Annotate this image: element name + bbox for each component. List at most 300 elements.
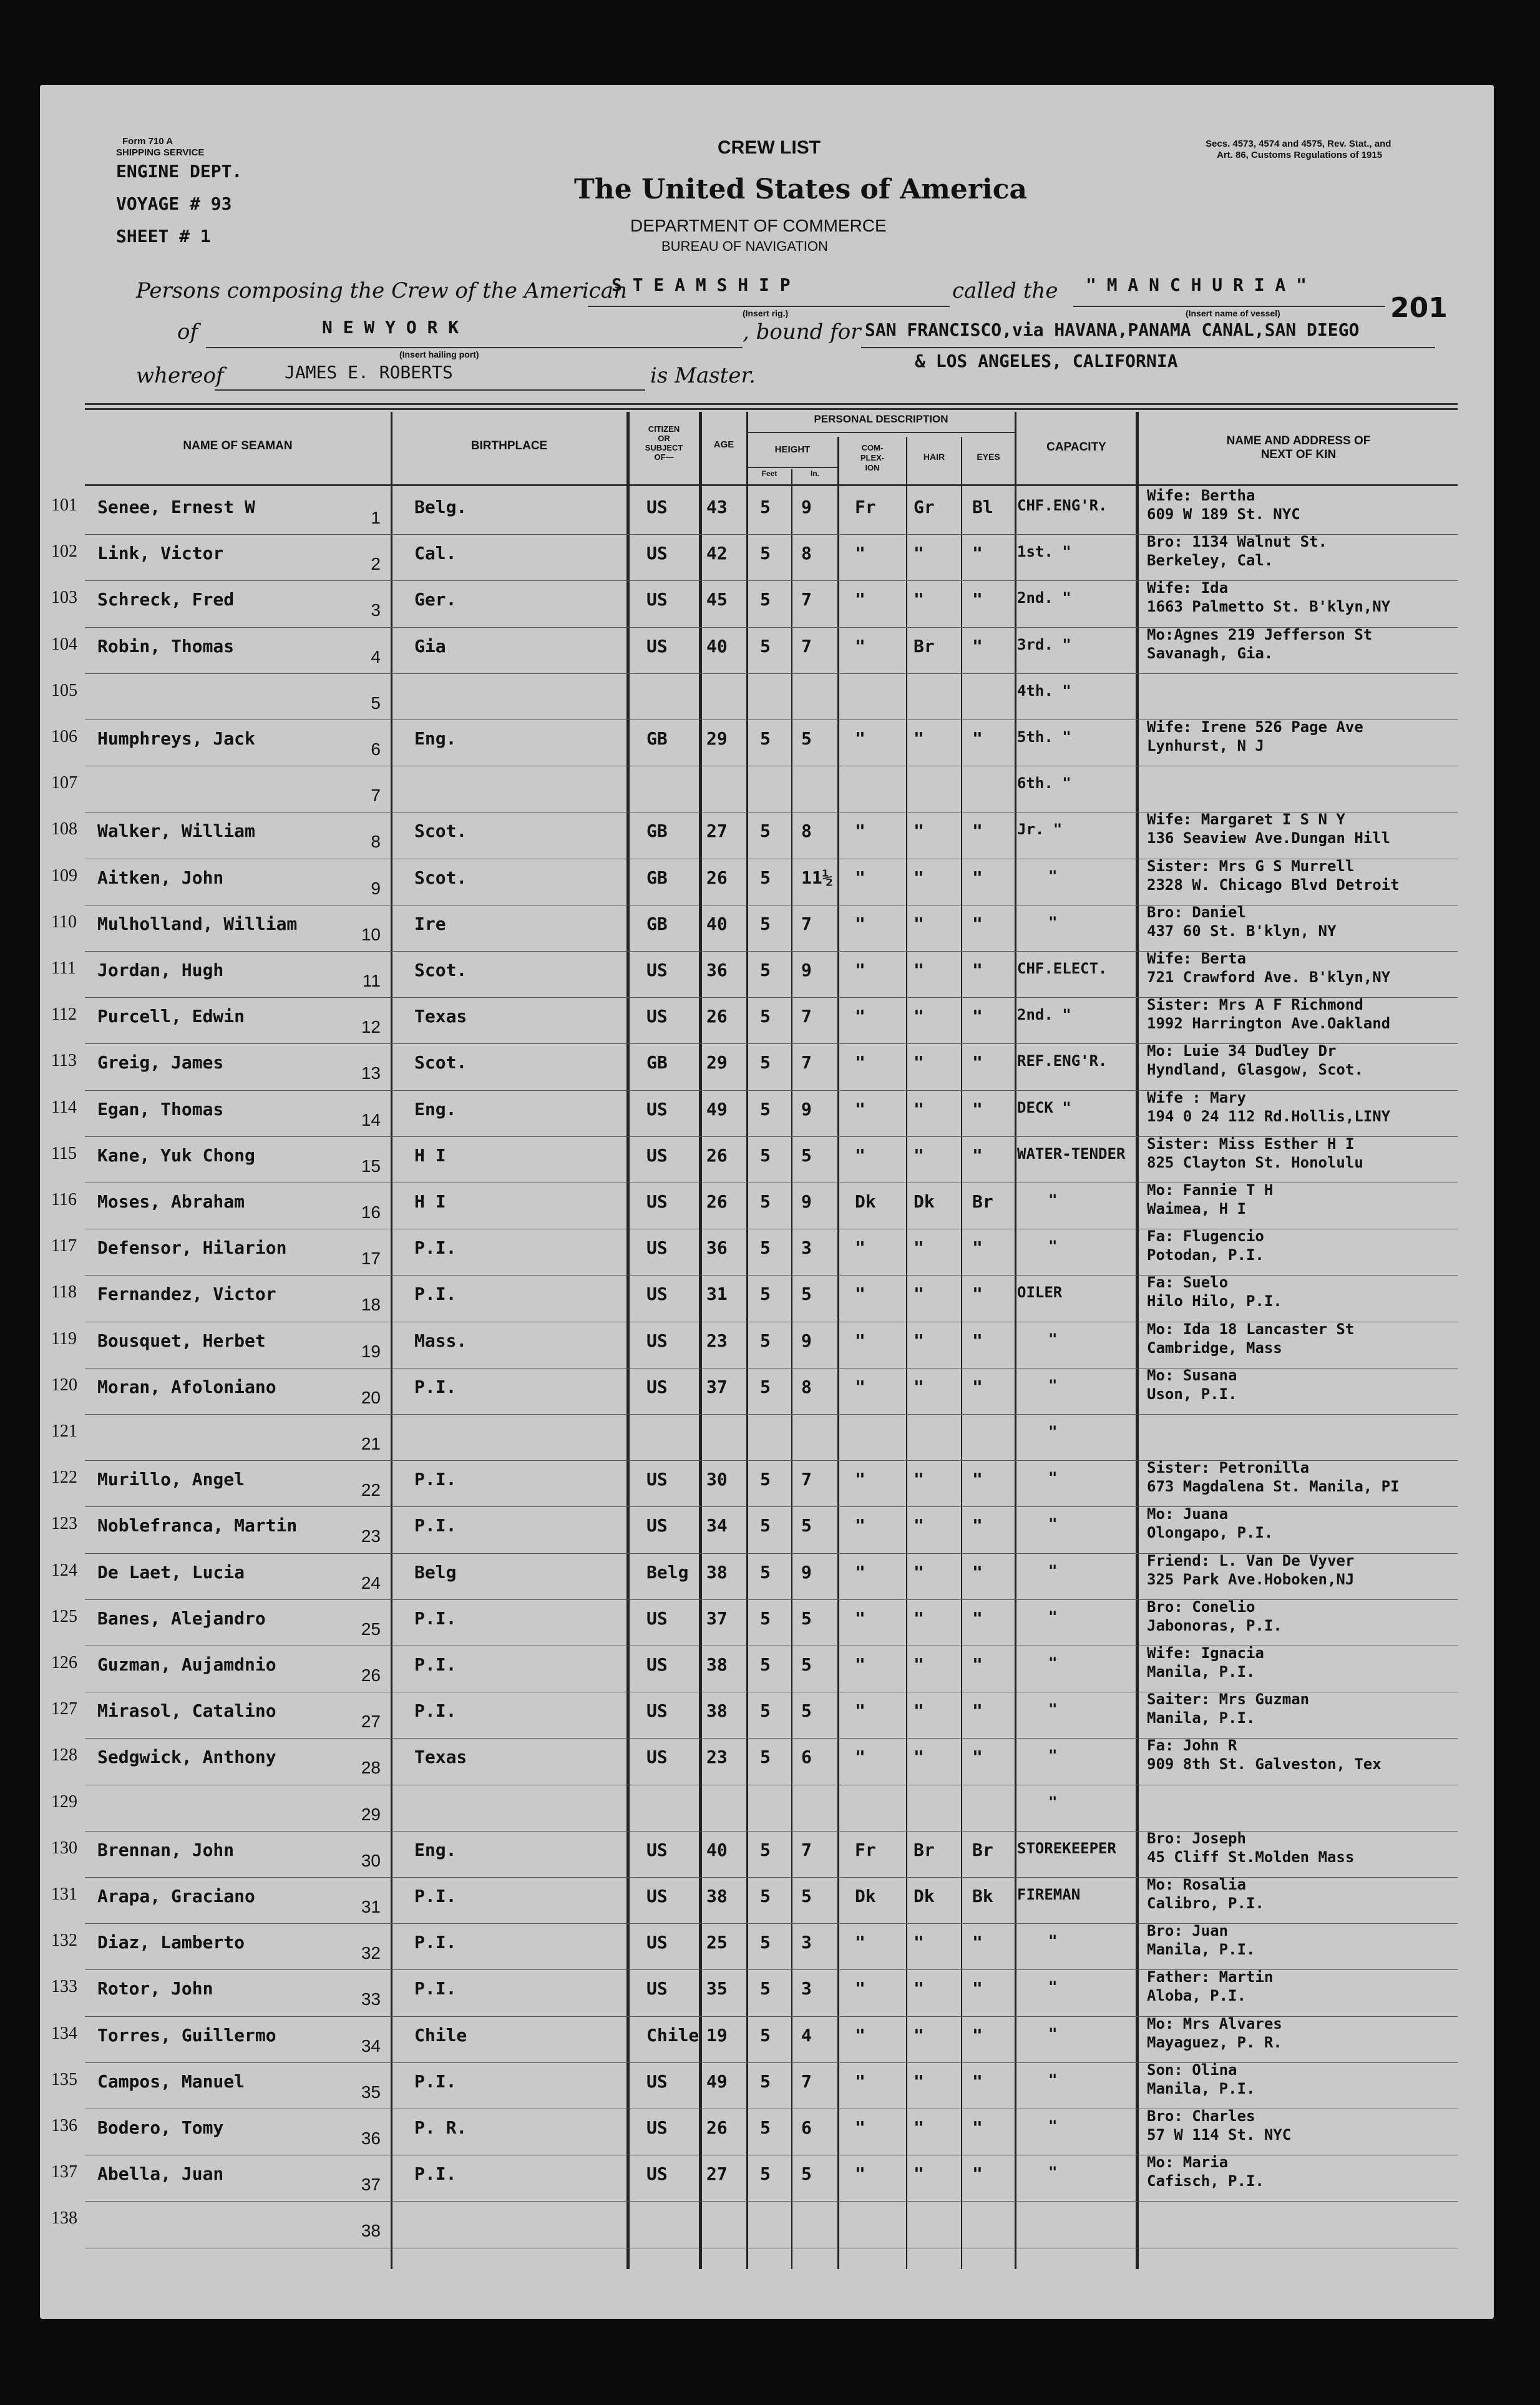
- height-inches: 7: [801, 1006, 812, 1027]
- citizenship: US: [646, 589, 668, 610]
- seaman-name: Guzman, Aujamdnio: [97, 1654, 276, 1675]
- row-ref-number: 111: [51, 959, 76, 978]
- capacity: ": [1048, 1932, 1058, 1950]
- hair: ": [914, 1932, 924, 1953]
- capacity: ": [1048, 1237, 1058, 1256]
- next-of-kin-name: Sister: Petronilla: [1147, 1459, 1310, 1477]
- citizenship: US: [646, 2164, 668, 2185]
- line-number: 11: [362, 971, 381, 990]
- next-of-kin-name: Fa: Suelo: [1147, 1274, 1229, 1292]
- next-of-kin-address: Jabonoras, P.I.: [1147, 1616, 1282, 1634]
- next-of-kin-address: Lynhurst, N J: [1147, 737, 1264, 754]
- line-number: 13: [361, 1063, 381, 1083]
- height-feet: 5: [760, 1284, 771, 1305]
- row-ref-number: 133: [51, 1977, 77, 1997]
- hair: ": [914, 821, 924, 842]
- eyes: ": [972, 1144, 983, 1166]
- seaman-name: Purcell, Edwin: [97, 1006, 245, 1027]
- seaman-name: Arapa, Graciano: [97, 1886, 255, 1906]
- complexion: ": [855, 867, 865, 888]
- age: 40: [706, 1839, 728, 1860]
- capacity: ": [1048, 1376, 1058, 1394]
- hair: ": [914, 2117, 924, 2138]
- height-feet: 5: [760, 1330, 771, 1351]
- hair: Dk: [914, 1886, 935, 1906]
- height-feet: 5: [760, 635, 771, 656]
- complexion: ": [855, 1098, 865, 1120]
- voyage-label: VOYAGE # 93: [116, 193, 232, 214]
- called-label: called the: [952, 278, 1058, 303]
- department-label: DEPARTMENT OF COMMERCE: [630, 216, 887, 235]
- capacity: ": [1048, 1793, 1058, 1811]
- header-eyes: EYES: [977, 452, 1000, 462]
- next-of-kin-address: Waimea, H I: [1147, 1200, 1246, 1217]
- birthplace: Cal.: [414, 543, 457, 564]
- row-ref-number: 122: [51, 1468, 77, 1488]
- next-of-kin-address: 909 8th St. Galveston, Tex: [1147, 1755, 1382, 1773]
- next-of-kin-name: Mo: Rosalia: [1147, 1876, 1246, 1893]
- row-ref-number: 114: [51, 1097, 77, 1117]
- capacity: ": [1048, 867, 1058, 885]
- next-of-kin-name: Wife: Ida: [1147, 579, 1229, 597]
- header-capacity: CAPACITY: [1046, 441, 1106, 454]
- height-feet: 5: [760, 821, 771, 842]
- persons-label: Persons composing the Crew of the American: [136, 278, 627, 303]
- seaman-name: Sedgwick, Anthony: [97, 1747, 276, 1768]
- row-ref-number: 130: [51, 1838, 77, 1858]
- eyes: ": [972, 1006, 983, 1027]
- birthplace: P.I.: [414, 1978, 457, 1999]
- next-of-kin-address: Hyndland, Glasgow, Scot.: [1147, 1061, 1363, 1079]
- seaman-name: Diaz, Lamberto: [97, 1932, 245, 1953]
- height-inches: 6: [801, 2117, 812, 2138]
- hair: ": [914, 1561, 924, 1583]
- line-number: 24: [361, 1573, 381, 1593]
- next-of-kin-name: Bro: Conelio: [1147, 1598, 1255, 1616]
- next-of-kin-address: 57 W 114 St. NYC: [1147, 2126, 1292, 2144]
- next-of-kin-name: Mo: Fannie T H: [1147, 1181, 1274, 1199]
- next-of-kin-address: 194 0 24 112 Rd.Hollis,LINY: [1147, 1107, 1391, 1125]
- line-number: 10: [361, 924, 381, 944]
- master-label: is Master.: [650, 363, 756, 388]
- citizenship: US: [646, 1700, 668, 1722]
- next-of-kin-name: Wife: Margaret I S N Y: [1147, 811, 1345, 829]
- line-number: 12: [361, 1017, 381, 1037]
- row-ref-number: 113: [51, 1051, 77, 1071]
- line-number: 29: [361, 1804, 381, 1824]
- height-inches: 5: [801, 1515, 812, 1536]
- master-name: JAMES E. ROBERTS: [285, 362, 453, 383]
- whereof-label: whereof: [136, 363, 224, 388]
- next-of-kin-name: Father: Martin: [1147, 1968, 1274, 1986]
- eyes: ": [972, 2164, 983, 2185]
- height-feet: 5: [760, 2024, 771, 2046]
- next-of-kin-address: Cambridge, Mass: [1147, 1339, 1282, 1357]
- row-ref-number: 132: [51, 1931, 77, 1951]
- complexion: ": [855, 589, 865, 610]
- eyes: ": [972, 1747, 983, 1768]
- seaman-name: Bodero, Tomy: [97, 2117, 224, 2138]
- capacity: ": [1048, 1191, 1058, 1209]
- height-inches: 7: [801, 913, 812, 934]
- document-title: The United States of America: [574, 173, 1028, 205]
- height-feet: 5: [760, 913, 771, 934]
- next-of-kin-address: Manila, P.I.: [1147, 1663, 1255, 1681]
- height-inches: 7: [801, 1469, 812, 1490]
- row-ref-number: 118: [51, 1282, 77, 1302]
- header-complexion: COM- PLEX- ION: [860, 443, 885, 472]
- seaman-name: Murillo, Angel: [97, 1469, 245, 1490]
- row-ref-number: 138: [51, 2208, 77, 2228]
- eyes: ": [972, 1376, 983, 1397]
- sheet-label: SHEET # 1: [116, 226, 211, 246]
- height-inches: 4: [801, 2024, 812, 2046]
- line-number: 18: [361, 1295, 381, 1315]
- rig-hint: (Insert rig.): [743, 308, 789, 318]
- birthplace: Mass.: [414, 1330, 467, 1351]
- birthplace: P.I.: [414, 1886, 457, 1906]
- height-feet: 5: [760, 728, 771, 749]
- height-feet: 5: [760, 589, 771, 610]
- age: 38: [706, 1561, 728, 1583]
- citizenship: GB: [646, 1052, 668, 1073]
- birthplace: P.I.: [414, 1376, 457, 1397]
- height-inches: 9: [801, 960, 812, 980]
- dept-label: ENGINE DEPT.: [116, 161, 243, 182]
- port-hint: (Insert hailing port): [399, 349, 479, 359]
- height-inches: 5: [801, 1607, 812, 1629]
- line-number: 25: [361, 1619, 381, 1639]
- birthplace: Scot.: [414, 1052, 467, 1073]
- age: 23: [706, 1330, 728, 1351]
- complexion: ": [855, 1330, 865, 1351]
- line-number: 21: [361, 1434, 381, 1453]
- row-ref-number: 102: [51, 542, 77, 562]
- capacity: ": [1048, 1561, 1058, 1579]
- row-ref-number: 101: [51, 495, 77, 515]
- seaman-name: Bousquet, Herbet: [97, 1330, 266, 1351]
- complexion: ": [855, 1052, 865, 1073]
- height-inches: 3: [801, 1237, 812, 1259]
- capacity: REF.ENG'R.: [1017, 1052, 1108, 1070]
- height-inches: 5: [801, 1284, 812, 1305]
- capacity: ": [1048, 2164, 1058, 2182]
- citizenship: US: [646, 1006, 668, 1027]
- complexion: ": [855, 543, 865, 564]
- vessel-name-hint: (Insert name of vessel): [1186, 308, 1280, 318]
- capacity: ": [1048, 1654, 1058, 1672]
- row-ref-number: 126: [51, 1653, 77, 1672]
- eyes: ": [972, 2024, 983, 2046]
- next-of-kin-name: Fa: John R: [1147, 1737, 1237, 1755]
- complexion: ": [855, 1144, 865, 1166]
- citizenship: US: [646, 1469, 668, 1490]
- hair: ": [914, 913, 924, 934]
- eyes: ": [972, 1469, 983, 1490]
- age: 37: [706, 1376, 728, 1397]
- eyes: ": [972, 1098, 983, 1120]
- height-inches: 3: [801, 1978, 812, 1999]
- complexion: Dk: [855, 1886, 876, 1906]
- line-number: 22: [361, 1480, 381, 1500]
- next-of-kin-name: Bro: 1134 Walnut St.: [1147, 533, 1327, 551]
- citizenship: US: [646, 1886, 668, 1906]
- complexion: ": [855, 913, 865, 934]
- eyes: ": [972, 1700, 983, 1722]
- height-inches: 5: [801, 1654, 812, 1675]
- capacity: 6th. ": [1017, 774, 1071, 793]
- row-divider: [85, 1923, 1458, 1924]
- next-of-kin-address: 45 Cliff St.Molden Mass: [1147, 1848, 1355, 1866]
- next-of-kin-address: Calibro, P.I.: [1147, 1895, 1264, 1912]
- citizenship: GB: [646, 821, 668, 842]
- citizenship: GB: [646, 728, 668, 749]
- capacity: ": [1048, 1607, 1058, 1626]
- birthplace: P.I.: [414, 1700, 457, 1722]
- line-number: 26: [361, 1666, 381, 1685]
- bound-destination-2: & LOS ANGELES, CALIFORNIA: [915, 351, 1178, 371]
- next-of-kin-address: Savanagh, Gia.: [1147, 644, 1274, 662]
- height-inches: 7: [801, 589, 812, 610]
- complexion: ": [855, 635, 865, 656]
- height-feet: 5: [760, 543, 771, 564]
- row-ref-number: 117: [51, 1236, 77, 1256]
- row-ref-number: 120: [51, 1375, 77, 1395]
- statute-reference-1: Secs. 4573, 4574 and 4575, Rev. Stat., and: [1206, 139, 1391, 149]
- next-of-kin-name: Wife : Mary: [1147, 1088, 1246, 1106]
- complexion: ": [855, 2117, 865, 2138]
- age: 26: [706, 2117, 728, 2138]
- eyes: ": [972, 1561, 983, 1583]
- age: 25: [706, 1932, 728, 1953]
- next-of-kin-address: Potodan, P.I.: [1147, 1246, 1264, 1264]
- hair: ": [914, 1469, 924, 1490]
- birthplace: P.I.: [414, 1607, 457, 1629]
- header-feet: Feet: [761, 469, 777, 478]
- birthplace: P.I.: [414, 2164, 457, 2185]
- height-inches: 6: [801, 1747, 812, 1768]
- height-feet: 5: [760, 2117, 771, 2138]
- capacity: ": [1048, 2117, 1058, 2135]
- capacity: OILER: [1017, 1284, 1063, 1302]
- eyes: ": [972, 1237, 983, 1259]
- citizenship: US: [646, 1515, 668, 1536]
- capacity: ": [1048, 2024, 1058, 2042]
- capacity: ": [1048, 1423, 1058, 1440]
- row-divider: [85, 580, 1458, 581]
- line-number: 23: [361, 1526, 381, 1546]
- next-of-kin-name: Mo: Juana: [1147, 1505, 1229, 1523]
- next-of-kin-name: Bro: Juan: [1147, 1922, 1229, 1940]
- complexion: ": [855, 1978, 865, 1999]
- seaman-name: Campos, Manuel: [97, 2071, 245, 2092]
- next-of-kin-address: Aloba, P.I.: [1147, 1987, 1246, 2005]
- age: 26: [706, 1006, 728, 1027]
- seaman-name: Senee, Ernest W: [97, 497, 255, 517]
- birthplace: P.I.: [414, 1932, 457, 1953]
- birthplace: P.I.: [414, 1654, 457, 1675]
- next-of-kin-name: Wife: Bertha: [1147, 487, 1255, 504]
- eyes: Bk: [972, 1886, 993, 1906]
- hair: Gr: [914, 497, 935, 517]
- next-of-kin-address: Mayaguez, P. R.: [1147, 2033, 1282, 2051]
- capacity: 4th. ": [1017, 681, 1071, 700]
- capacity: ": [1048, 1515, 1058, 1533]
- height-feet: 5: [760, 497, 771, 517]
- seaman-name: Egan, Thomas: [97, 1098, 224, 1120]
- eyes: ": [972, 1607, 983, 1629]
- height-inches: 9: [801, 497, 812, 517]
- row-ref-number: 131: [51, 1885, 77, 1904]
- hair: ": [914, 1006, 924, 1027]
- next-of-kin-address: 825 Clayton St. Honolulu: [1147, 1153, 1363, 1171]
- eyes: Bl: [972, 497, 993, 517]
- height-inches: 5: [801, 1886, 812, 1906]
- citizenship: GB: [646, 867, 668, 888]
- next-of-kin-name: Saiter: Mrs Guzman: [1147, 1690, 1310, 1709]
- height-inches: 3: [801, 1932, 812, 1953]
- next-of-kin-name: Friend: L. Van De Vyver: [1147, 1551, 1355, 1569]
- height-inches: 8: [801, 1376, 812, 1397]
- eyes: Br: [972, 1191, 993, 1212]
- eyes: ": [972, 913, 983, 934]
- seaman-name: Walker, William: [97, 821, 255, 842]
- next-of-kin-name: Son: Olina: [1147, 2061, 1237, 2079]
- complexion: ": [855, 1747, 865, 1768]
- eyes: ": [972, 1052, 983, 1073]
- next-of-kin-address: Olongapo, P.I.: [1147, 1524, 1274, 1542]
- seaman-name: Aitken, John: [97, 867, 224, 888]
- height-feet: 5: [760, 1747, 771, 1768]
- citizenship: US: [646, 497, 668, 517]
- bureau-label: BUREAU OF NAVIGATION: [661, 238, 828, 254]
- age: 27: [706, 821, 728, 842]
- row-ref-number: 108: [51, 819, 77, 839]
- row-ref-number: 135: [51, 2069, 77, 2089]
- age: 26: [706, 1191, 728, 1212]
- complexion: ": [855, 1561, 865, 1583]
- eyes: ": [972, 867, 983, 888]
- vessel-name: " M A N C H U R I A ": [1086, 275, 1307, 295]
- height-inches: 5: [801, 2164, 812, 2185]
- next-of-kin-address: Manila, P.I.: [1147, 1941, 1255, 1959]
- seaman-name: Torres, Guillermo: [97, 2024, 276, 2046]
- age: 36: [706, 960, 728, 980]
- age: 38: [706, 1654, 728, 1675]
- hair: ": [914, 1330, 924, 1351]
- capacity: ": [1048, 1747, 1058, 1765]
- citizenship: US: [646, 1747, 668, 1768]
- row-ref-number: 127: [51, 1699, 77, 1719]
- hair: ": [914, 1098, 924, 1120]
- header-inches: In.: [811, 469, 819, 478]
- line-number: 19: [361, 1341, 381, 1361]
- age: 40: [706, 913, 728, 934]
- birthplace: Chile: [414, 2024, 467, 2046]
- age: 30: [706, 1469, 728, 1490]
- header-next-of-kin: NAME AND ADDRESS OF NEXT OF KIN: [1226, 434, 1371, 461]
- complexion: ": [855, 821, 865, 842]
- next-of-kin-name: Bro: Daniel: [1147, 903, 1246, 921]
- age: 29: [706, 728, 728, 749]
- line-number: 30: [361, 1850, 381, 1870]
- row-divider: [85, 1275, 1458, 1276]
- eyes: ": [972, 589, 983, 610]
- height-feet: 5: [760, 1052, 771, 1073]
- age: 34: [706, 1515, 728, 1536]
- line-number: 34: [361, 2036, 381, 2056]
- hair: ": [914, 1607, 924, 1629]
- capacity: 3rd. ": [1017, 635, 1071, 653]
- capacity: Jr. ": [1017, 821, 1063, 839]
- next-of-kin-address: 1992 Harrington Ave.Oakland: [1147, 1015, 1391, 1033]
- seaman-name: Mirasol, Catalino: [97, 1700, 276, 1722]
- eyes: ": [972, 1284, 983, 1305]
- complexion: ": [855, 960, 865, 980]
- age: 23: [706, 1747, 728, 1768]
- complexion: Fr: [855, 1839, 876, 1860]
- eyes: ": [972, 960, 983, 980]
- hair: ": [914, 1284, 924, 1305]
- line-number: 31: [361, 1897, 381, 1916]
- eyes: ": [972, 728, 983, 749]
- row-divider: [85, 1506, 1458, 1507]
- vessel-rig: S T E A M S H I P: [612, 275, 791, 295]
- birthplace: P.I.: [414, 1237, 457, 1259]
- header-name-of-seaman: NAME OF SEAMAN: [183, 439, 293, 452]
- height-inches: 5: [801, 1144, 812, 1166]
- line-number: 8: [371, 832, 381, 852]
- age: 45: [706, 589, 728, 610]
- citizenship: US: [646, 1932, 668, 1953]
- line-number: 33: [361, 1989, 381, 2009]
- row-ref-number: 103: [51, 588, 77, 608]
- height-feet: 5: [760, 1607, 771, 1629]
- height-feet: 5: [760, 2164, 771, 2185]
- row-ref-number: 128: [51, 1745, 77, 1765]
- form-number: Form 710 A: [122, 136, 173, 147]
- next-of-kin-name: Mo: Maria: [1147, 2154, 1229, 2172]
- row-ref-number: 129: [51, 1792, 77, 1812]
- birthplace: Belg: [414, 1561, 457, 1583]
- age: 19: [706, 2024, 728, 2046]
- next-of-kin-name: Mo: Mrs Alvares: [1147, 2014, 1282, 2032]
- complexion: Dk: [855, 1191, 876, 1212]
- hair: ": [914, 1978, 924, 1999]
- birthplace: H I: [414, 1191, 446, 1212]
- page-number: 201: [1390, 292, 1448, 324]
- capacity: ": [1048, 1469, 1058, 1487]
- citizenship: GB: [646, 913, 668, 934]
- height-feet: 5: [760, 1932, 771, 1953]
- height-feet: 5: [760, 1886, 771, 1906]
- eyes: ": [972, 635, 983, 656]
- hair: ": [914, 1237, 924, 1259]
- line-number: 3: [371, 600, 381, 620]
- header-citizen: CITIZEN OR SUBJECT OF—: [645, 424, 683, 462]
- hair: ": [914, 543, 924, 564]
- age: 26: [706, 1144, 728, 1166]
- hair: ": [914, 2024, 924, 2046]
- citizenship: US: [646, 2117, 668, 2138]
- capacity: CHF.ENG'R.: [1017, 497, 1108, 514]
- hair: ": [914, 960, 924, 980]
- line-number: 38: [361, 2221, 381, 2241]
- citizenship: US: [646, 1144, 668, 1166]
- birthplace: Ire: [414, 913, 446, 934]
- line-number: 14: [361, 1110, 381, 1129]
- next-of-kin-name: Bro: Charles: [1147, 2107, 1255, 2125]
